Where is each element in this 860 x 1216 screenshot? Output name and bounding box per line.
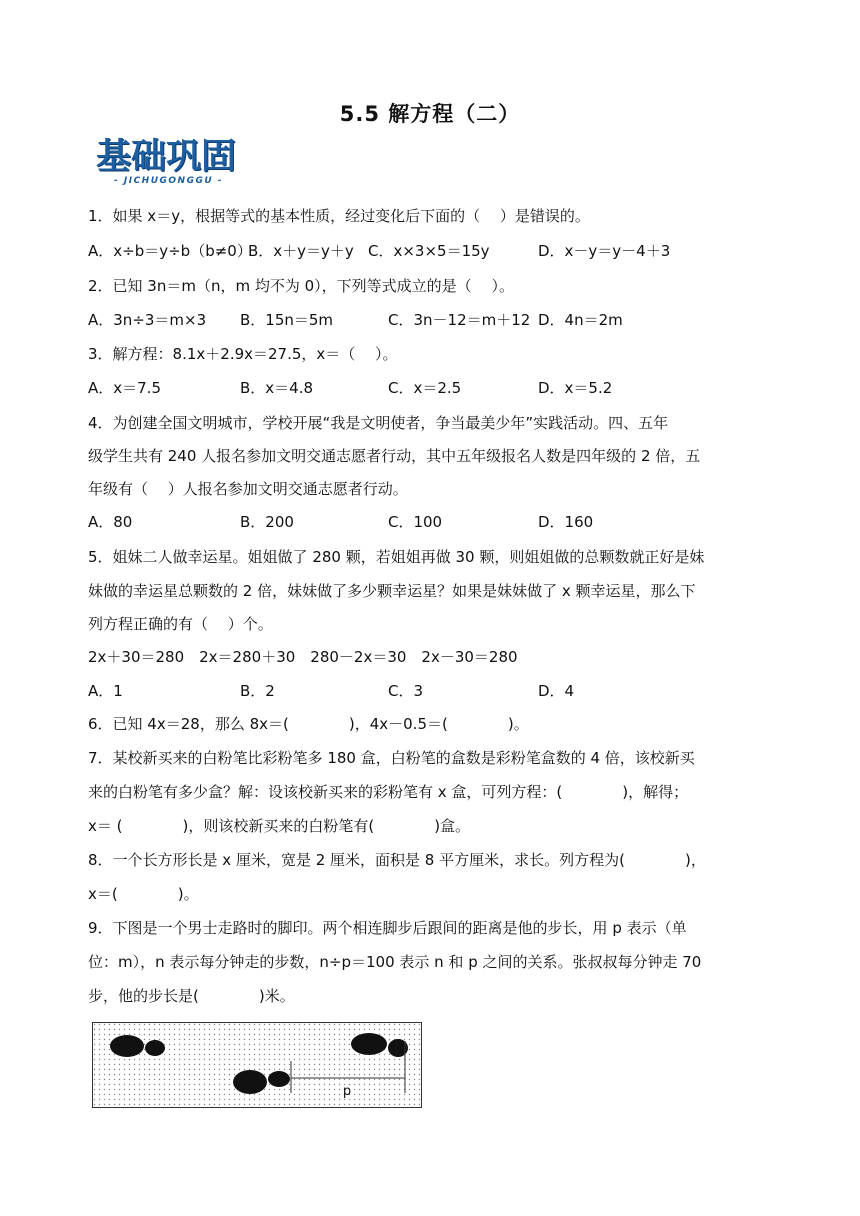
- option-a: A．x÷b＝y÷b（b≠0）: [88, 242, 252, 260]
- option-d: D．4: [538, 682, 575, 700]
- question-1-stem: 1．如果 x＝y，根据等式的基本性质，经过变化后下面的（ ）是错误的。: [88, 207, 590, 225]
- question-5-line-1: 5．姐妹二人做幸运星。姐姐做了 280 颗，若姐姐再做 30 颗，则姐姐做的总颗数就正好是妹: [88, 548, 705, 566]
- question-2-stem: 2．已知 3n＝m（n，m 均不为 0），下列等式成立的是（ ）。: [88, 277, 514, 295]
- step-length-label: p: [342, 1084, 352, 1099]
- option-c: C．100: [388, 513, 443, 531]
- question-4-line-1: 4．为创建全国文明城市，学校开展“我是文明使者，争当最美少年”实践活动。四、五年: [88, 414, 669, 432]
- option-b: B．x＝4.8: [240, 379, 314, 397]
- question-6-line-1: 6．已知 4x＝28，那么 8x＝( )，4x－0.5＝( )。: [88, 715, 529, 733]
- option-b: B．2: [240, 682, 275, 700]
- question-5-line-3: 列方程正确的有（ ）个。: [88, 615, 273, 633]
- option-c: C．3: [388, 682, 424, 700]
- question-4-line-3: 年级有（ ）人报名参加文明交通志愿者行动。: [88, 480, 408, 498]
- question-9-line-2: 位：m），n 表示每分钟走的步数，n÷p＝100 表示 n 和 p 之间的关系。张叔叔每分钟走 70: [88, 953, 702, 971]
- option-d: D．x＝5.2: [538, 379, 613, 397]
- logo-text: 基础巩固: [96, 137, 237, 177]
- question-8-line-2: x＝( )。: [88, 885, 199, 903]
- section-logo: [96, 138, 256, 190]
- question-5-equations: 2x＋30＝280 2x＝280＋30 280－2x＝30 2x－30＝280: [88, 648, 518, 666]
- option-a: A．x＝7.5: [88, 379, 161, 397]
- question-8-line-1: 8．一个长方形长是 x 厘米，宽是 2 厘米，面积是 8 平方厘米，求长。列方程为( )，: [88, 851, 706, 869]
- option-b: B．200: [240, 513, 294, 531]
- option-d: D．4n＝2m: [538, 311, 623, 329]
- option-c: C．3n－12＝m＋12: [388, 311, 531, 329]
- option-c: C．x×3×5＝15y: [368, 242, 490, 260]
- option-d: D．x－y＝y－4＋3: [538, 242, 671, 260]
- question-5-line-2: 妹做的幸运星总颗数的 2 倍，妹妹做了多少颗幸运星？如果是妹妹做了 x 颗幸运星，那么下: [88, 582, 696, 600]
- option-b: B．15n＝5m: [240, 311, 334, 329]
- question-9-line-3: 步，他的步长是( )米。: [88, 987, 295, 1005]
- option-c: C．x＝2.5: [388, 379, 462, 397]
- option-d: D．160: [538, 513, 594, 531]
- question-7-line-2: 来的白粉笔有多少盒？解：设该校新买来的彩粉笔有 x 盒，可列方程：( )，解得；: [88, 783, 689, 801]
- question-4-line-2: 级学生共有 240 人报名参加文明交通志愿者行动，其中五年级报名人数是四年级的 2 倍，五: [88, 447, 701, 465]
- option-a: A．80: [88, 513, 133, 531]
- option-b: B．x＋y＝y＋y: [248, 242, 354, 260]
- question-7-line-3: x＝ ( )，则该校新买来的白粉笔有( )盒。: [88, 817, 471, 835]
- question-3-stem: 3．解方程：8.1x＋2.9x＝27.5，x＝（ ）。: [88, 345, 398, 363]
- question-9-line-1: 9．下图是一个男士走路时的脚印。两个相连脚步后跟间的距离是他的步长，用 p 表示（单: [88, 919, 687, 937]
- question-7-line-1: 7．某校新买来的白粉笔比彩粉笔多 180 盒，白粉笔的盒数是彩粉笔盒数的 4 倍，该校新买: [88, 749, 695, 767]
- page-title: 5.5 解方程（二）: [339, 102, 521, 126]
- logo-subtext: - JICHUGONGGU -: [114, 176, 224, 186]
- footprint-figure: [92, 1022, 422, 1108]
- option-a: A．3n÷3＝m×3: [88, 311, 207, 329]
- option-a: A．1: [88, 682, 123, 700]
